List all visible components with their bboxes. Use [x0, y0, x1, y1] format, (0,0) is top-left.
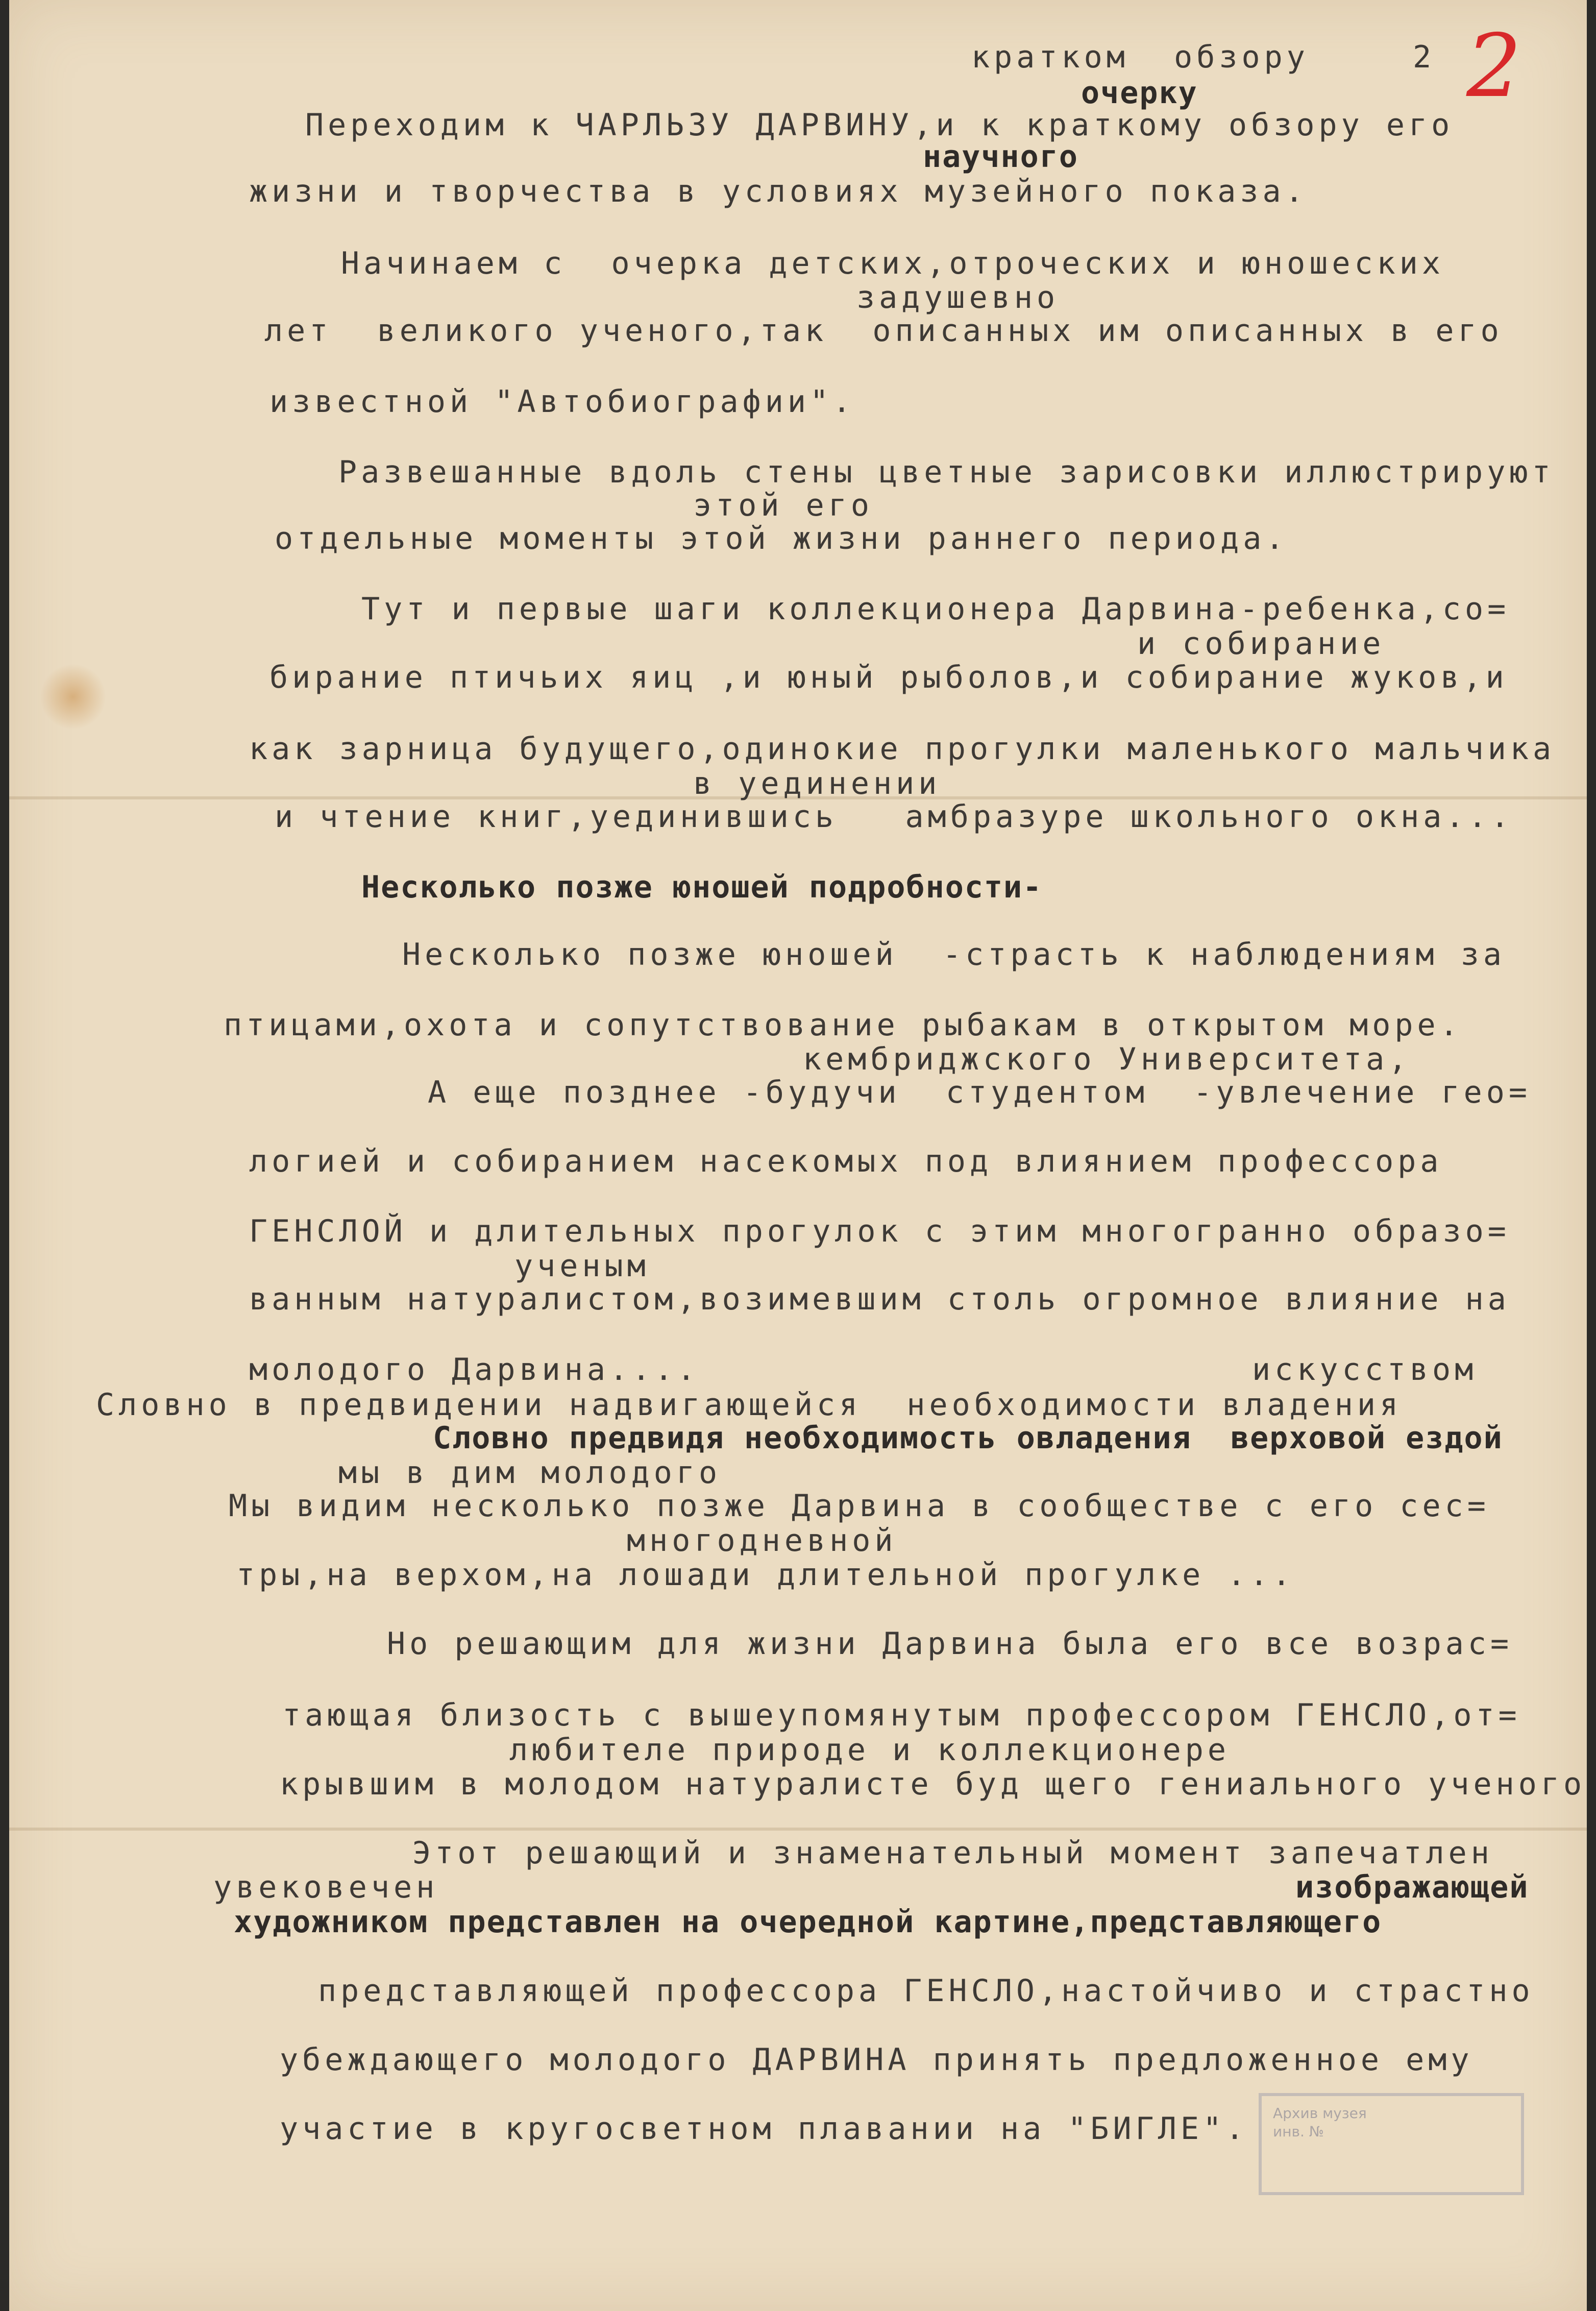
text-line: Тут и первые шаги коллекционера Дарвина-ребенка,со=: [361, 591, 1510, 627]
text-correction: очерку: [1081, 75, 1198, 111]
text-line: Несколько позже юношей -страсть к наблюдениям за: [402, 937, 1506, 972]
text-line: участие в кругосветном плавании на "БИГЛЕ".: [280, 2111, 1248, 2147]
page-number: 2: [1413, 39, 1436, 75]
text-line: тры,на верхом,на лошади длительной прогулке ...: [236, 1557, 1295, 1593]
text-line: бирание птичьих яиц ,и юный рыболов,и собирание жуков,и: [269, 660, 1508, 695]
text-correction: в уединении: [693, 766, 941, 801]
text-correction: искусством: [1252, 1352, 1478, 1388]
fold-line: [9, 1828, 1587, 1831]
text-line: художником представлен на очередной картине,представляющего: [234, 1904, 1382, 1940]
handwritten-page-number: 2: [1466, 16, 1522, 117]
text-line: ванным натуралистом,возимевшим столь огромное влияние на: [249, 1281, 1510, 1317]
struck-line: Несколько позже юношей подробности-: [361, 869, 1043, 905]
text-line: Развешанные вдоль стены цветные зарисовки иллюстрируют: [338, 454, 1555, 490]
text-line: тающая близость с вышеупомянутым профессором ГЕНСЛО,от=: [282, 1697, 1521, 1733]
text-correction: многодневной: [627, 1523, 897, 1559]
text-line: лет великого ученого,так описанных им описанных в его: [264, 313, 1503, 349]
text-correction: увековечен: [213, 1869, 439, 1905]
text-correction: и собирание: [1137, 626, 1385, 662]
text-line: Словно в предвидении надвигающейся необходимости владения: [96, 1387, 1403, 1423]
text-line: убеждающего молодого ДАРВИНА принять предложенное ему: [280, 2042, 1474, 2078]
text-correction: этой его: [693, 488, 873, 523]
text-line: отдельные моменты этой жизни раннего периода.: [275, 521, 1288, 556]
text-line: логией и собиранием насекомых под влиянием профессора: [249, 1144, 1443, 1179]
text-correction: научного: [923, 139, 1078, 175]
text-line: птицами,охота и сопутствование рыбакам в открытом море.: [224, 1007, 1462, 1043]
text-correction: кембриджского Университета,: [803, 1041, 1411, 1077]
paper-stain: [40, 664, 106, 730]
struck-line: Словно предвидя необходимость овладения верховой ездой: [433, 1420, 1503, 1456]
text-line: Начинаем с очерка детских,отроческих и юношеских: [341, 246, 1445, 281]
text-correction: ученым: [514, 1248, 650, 1284]
text-correction: любителе природе и коллекционере: [509, 1732, 1230, 1768]
text-line: Мы видим несколько позже Дарвина в сообществе с его сес=: [229, 1488, 1490, 1524]
text-line: и чтение книг,уединившись амбразуре школьного окна...: [275, 799, 1513, 835]
text-line: А еще позднее -будучи студентом -увлечение гео=: [428, 1075, 1532, 1110]
text-correction: задушевно: [856, 280, 1060, 315]
text-line: Этот решающий и знаменательный момент запечатлен: [412, 1835, 1493, 1871]
text-line: известной "Автобиографии".: [269, 384, 855, 420]
text-line: ГЕНСЛОЙ и длительных прогулок с этим многогранно образо=: [249, 1213, 1510, 1249]
text-line: кратком обзору: [971, 39, 1309, 75]
text-line: жизни и творчества в условиях музейного показа.: [249, 174, 1308, 209]
text-line: как зарница будущего,одинокие прогулки маленького мальчика: [249, 731, 1556, 767]
text-line: представляющей профессора ГЕНСЛО,настойчиво и страстно: [318, 1973, 1534, 2009]
archive-stamp: Архив музея инв. №: [1259, 2093, 1524, 2195]
text-line: Переходим к ЧАРЛЬЗУ ДАРВИНУ,и к краткому обзору его: [305, 107, 1454, 143]
text-line: Но решающим для жизни Дарвина была его все возрас=: [387, 1626, 1513, 1662]
document-page: [9, 0, 1587, 2311]
text-correction: изображающей: [1295, 1869, 1529, 1905]
text-correction: мы в дим молодого: [338, 1455, 722, 1491]
text-line: молодого Дарвина....: [249, 1352, 700, 1388]
text-line: крывшим в молодом натуралисте буд щего гениального ученого: [280, 1766, 1586, 1802]
